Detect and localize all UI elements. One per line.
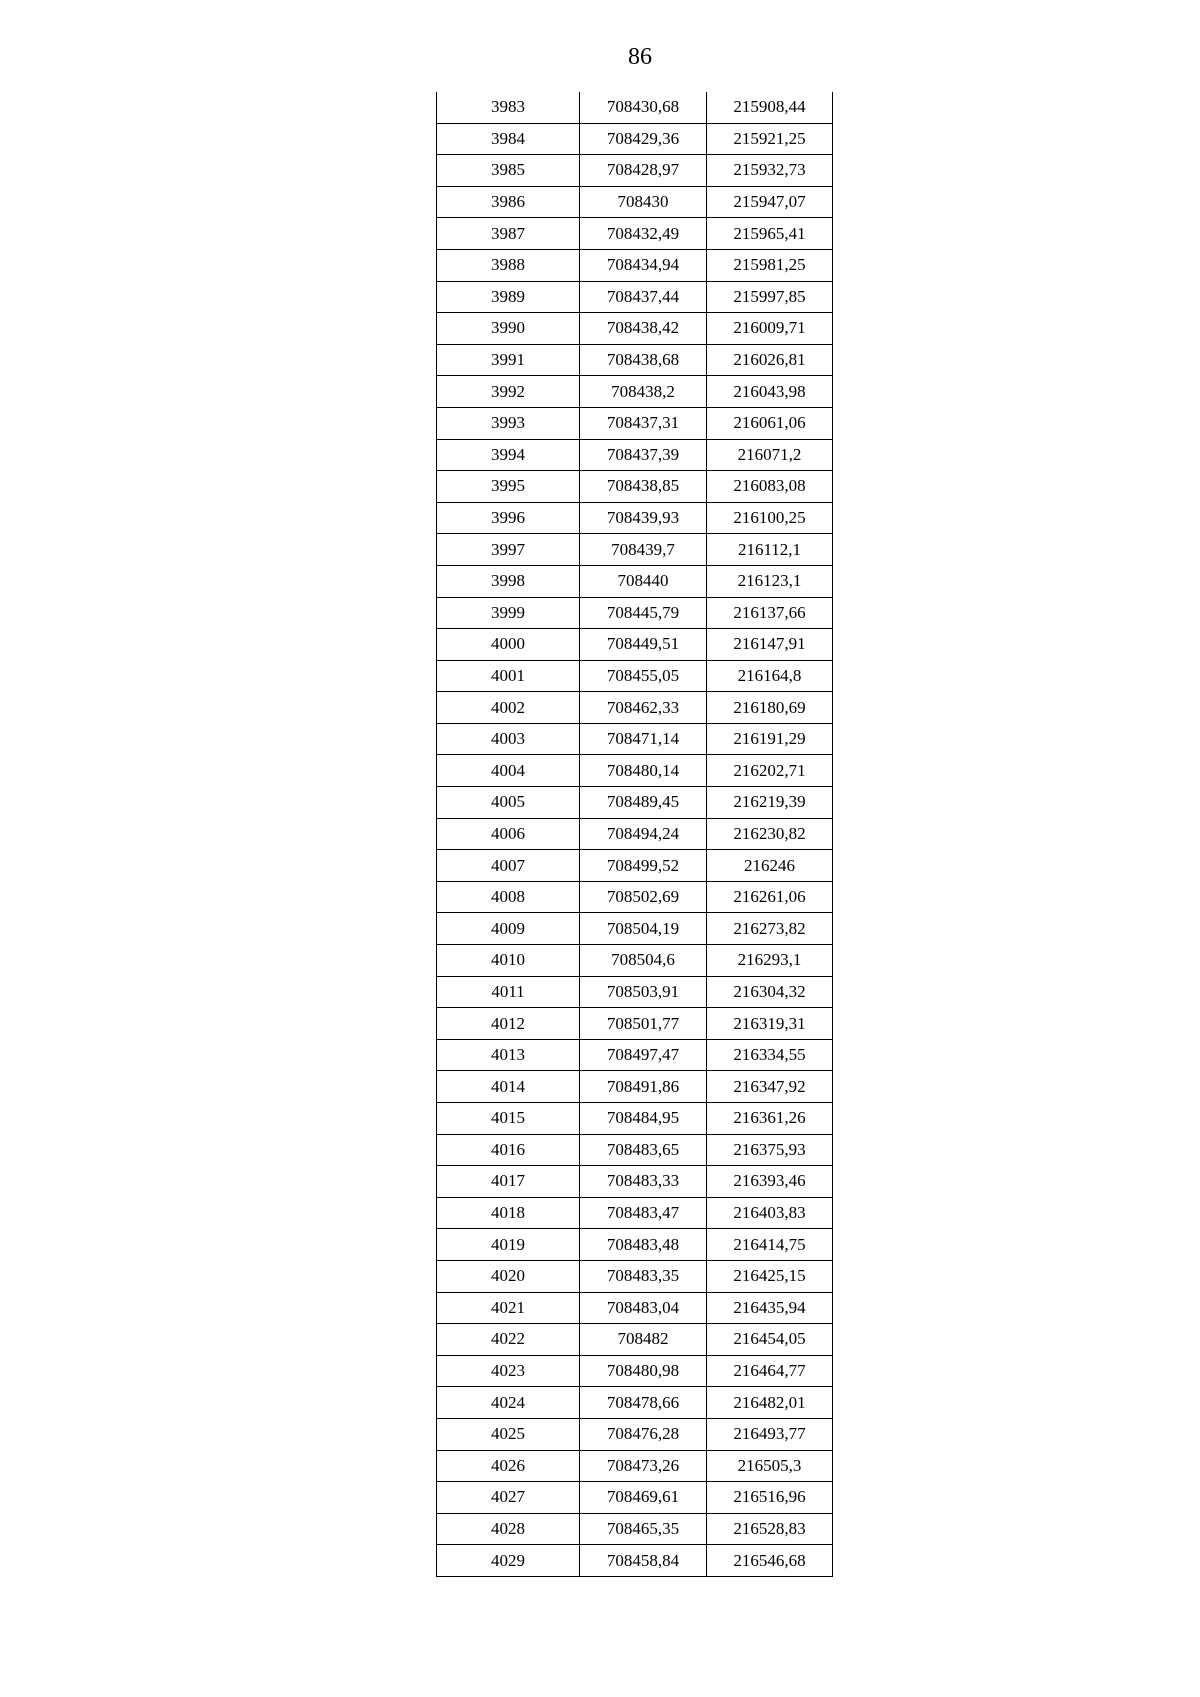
table-row: [437, 1545, 833, 1577]
point-number-cell: 4015: [437, 1103, 580, 1135]
table-row: [437, 376, 833, 408]
table-row: [437, 881, 833, 913]
table-row: [437, 629, 833, 661]
point-number-cell: 4009: [437, 913, 580, 945]
table-row: [437, 1355, 833, 1387]
point-number-cell: 4016: [437, 1134, 580, 1166]
y-coordinate-cell: 216026,81: [707, 344, 833, 376]
table-row: [437, 1482, 833, 1514]
table-row: [437, 471, 833, 503]
table-row: [437, 755, 833, 787]
coordinates-table: [436, 92, 833, 1577]
y-coordinate-cell: 216435,94: [707, 1292, 833, 1324]
x-coordinate-cell: 708438,2: [580, 376, 707, 408]
x-coordinate-cell: 708469,61: [580, 1482, 707, 1514]
point-number-cell: 4026: [437, 1450, 580, 1482]
point-number-cell: 4000: [437, 629, 580, 661]
table-row: [437, 439, 833, 471]
table-row: [437, 913, 833, 945]
point-number-cell: 3994: [437, 439, 580, 471]
x-coordinate-cell: 708437,44: [580, 281, 707, 313]
x-coordinate-cell: 708482: [580, 1324, 707, 1356]
point-number-cell: 3998: [437, 565, 580, 597]
table-row: [437, 1103, 833, 1135]
y-coordinate-cell: 216425,15: [707, 1260, 833, 1292]
x-coordinate-cell: 708439,93: [580, 502, 707, 534]
x-coordinate-cell: 708489,45: [580, 787, 707, 819]
point-number-cell: 4010: [437, 945, 580, 977]
x-coordinate-cell: 708465,35: [580, 1513, 707, 1545]
table-row: [437, 1229, 833, 1261]
x-coordinate-cell: 708494,24: [580, 818, 707, 850]
point-number-cell: 3997: [437, 534, 580, 566]
table-row: [437, 1166, 833, 1198]
x-coordinate-cell: 708471,14: [580, 723, 707, 755]
point-number-cell: 4013: [437, 1039, 580, 1071]
point-number-cell: 4022: [437, 1324, 580, 1356]
point-number-cell: 3990: [437, 313, 580, 345]
table-row: [437, 1418, 833, 1450]
table-row: [437, 218, 833, 250]
y-coordinate-cell: 215997,85: [707, 281, 833, 313]
table-row: [437, 1197, 833, 1229]
table-row: [437, 1324, 833, 1356]
x-coordinate-cell: 708484,95: [580, 1103, 707, 1135]
point-number-cell: 4021: [437, 1292, 580, 1324]
page-number: 86: [628, 44, 652, 70]
y-coordinate-cell: 216546,68: [707, 1545, 833, 1577]
y-coordinate-cell: 216246: [707, 850, 833, 882]
x-coordinate-cell: 708480,98: [580, 1355, 707, 1387]
y-coordinate-cell: 216137,66: [707, 597, 833, 629]
y-coordinate-cell: 215965,41: [707, 218, 833, 250]
x-coordinate-cell: 708480,14: [580, 755, 707, 787]
y-coordinate-cell: 216202,71: [707, 755, 833, 787]
x-coordinate-cell: 708501,77: [580, 1008, 707, 1040]
y-coordinate-cell: 216454,05: [707, 1324, 833, 1356]
point-number-cell: 4007: [437, 850, 580, 882]
x-coordinate-cell: 708432,49: [580, 218, 707, 250]
table-row: [437, 818, 833, 850]
y-coordinate-cell: 216505,3: [707, 1450, 833, 1482]
y-coordinate-cell: 216191,29: [707, 723, 833, 755]
point-number-cell: 3989: [437, 281, 580, 313]
y-coordinate-cell: 216071,2: [707, 439, 833, 471]
point-number-cell: 4003: [437, 723, 580, 755]
point-number-cell: 4002: [437, 692, 580, 724]
point-number-cell: 3986: [437, 186, 580, 218]
point-number-cell: 4020: [437, 1260, 580, 1292]
x-coordinate-cell: 708440: [580, 565, 707, 597]
x-coordinate-cell: 708449,51: [580, 629, 707, 661]
y-coordinate-cell: 216180,69: [707, 692, 833, 724]
table-row: [437, 945, 833, 977]
point-number-cell: 4025: [437, 1418, 580, 1450]
y-coordinate-cell: 216334,55: [707, 1039, 833, 1071]
table-row: [437, 281, 833, 313]
x-coordinate-cell: 708483,65: [580, 1134, 707, 1166]
x-coordinate-cell: 708483,48: [580, 1229, 707, 1261]
table-row: [437, 249, 833, 281]
y-coordinate-cell: 216083,08: [707, 471, 833, 503]
point-number-cell: 4006: [437, 818, 580, 850]
point-number-cell: 4004: [437, 755, 580, 787]
x-coordinate-cell: 708437,39: [580, 439, 707, 471]
point-number-cell: 4028: [437, 1513, 580, 1545]
coordinates-table-body: [437, 92, 833, 1576]
point-number-cell: 3984: [437, 123, 580, 155]
point-number-cell: 4024: [437, 1387, 580, 1419]
x-coordinate-cell: 708483,35: [580, 1260, 707, 1292]
x-coordinate-cell: 708455,05: [580, 660, 707, 692]
y-coordinate-cell: 216219,39: [707, 787, 833, 819]
table-row: [437, 1260, 833, 1292]
y-coordinate-cell: 216403,83: [707, 1197, 833, 1229]
point-number-cell: 3988: [437, 249, 580, 281]
point-number-cell: 3992: [437, 376, 580, 408]
x-coordinate-cell: 708437,31: [580, 407, 707, 439]
table-row: [437, 407, 833, 439]
x-coordinate-cell: 708473,26: [580, 1450, 707, 1482]
y-coordinate-cell: 216414,75: [707, 1229, 833, 1261]
x-coordinate-cell: 708478,66: [580, 1387, 707, 1419]
table-row: [437, 1134, 833, 1166]
y-coordinate-cell: 216493,77: [707, 1418, 833, 1450]
point-number-cell: 4012: [437, 1008, 580, 1040]
table-row: [437, 123, 833, 155]
x-coordinate-cell: 708445,79: [580, 597, 707, 629]
x-coordinate-cell: 708483,33: [580, 1166, 707, 1198]
y-coordinate-cell: 215908,44: [707, 92, 833, 123]
x-coordinate-cell: 708430: [580, 186, 707, 218]
point-number-cell: 4018: [437, 1197, 580, 1229]
point-number-cell: 4005: [437, 787, 580, 819]
y-coordinate-cell: 216528,83: [707, 1513, 833, 1545]
point-number-cell: 4001: [437, 660, 580, 692]
y-coordinate-cell: 216261,06: [707, 881, 833, 913]
table-row: [437, 92, 833, 123]
point-number-cell: 3991: [437, 344, 580, 376]
y-coordinate-cell: 216230,82: [707, 818, 833, 850]
point-number-cell: 4011: [437, 976, 580, 1008]
table-row: [437, 976, 833, 1008]
y-coordinate-cell: 215947,07: [707, 186, 833, 218]
table-row: [437, 787, 833, 819]
table-row: [437, 502, 833, 534]
x-coordinate-cell: 708438,68: [580, 344, 707, 376]
y-coordinate-cell: 216293,1: [707, 945, 833, 977]
y-coordinate-cell: 216464,77: [707, 1355, 833, 1387]
table-row: [437, 1513, 833, 1545]
y-coordinate-cell: 215981,25: [707, 249, 833, 281]
x-coordinate-cell: 708430,68: [580, 92, 707, 123]
x-coordinate-cell: 708458,84: [580, 1545, 707, 1577]
y-coordinate-cell: 215921,25: [707, 123, 833, 155]
point-number-cell: 3993: [437, 407, 580, 439]
y-coordinate-cell: 216112,1: [707, 534, 833, 566]
x-coordinate-cell: 708428,97: [580, 155, 707, 187]
x-coordinate-cell: 708483,47: [580, 1197, 707, 1229]
table-row: [437, 1071, 833, 1103]
table-row: [437, 565, 833, 597]
point-number-cell: 4008: [437, 881, 580, 913]
table-row: [437, 1387, 833, 1419]
point-number-cell: 3987: [437, 218, 580, 250]
y-coordinate-cell: 216516,96: [707, 1482, 833, 1514]
table-row: [437, 1292, 833, 1324]
y-coordinate-cell: 216375,93: [707, 1134, 833, 1166]
x-coordinate-cell: 708483,04: [580, 1292, 707, 1324]
y-coordinate-cell: 216147,91: [707, 629, 833, 661]
point-number-cell: 3995: [437, 471, 580, 503]
x-coordinate-cell: 708429,36: [580, 123, 707, 155]
x-coordinate-cell: 708438,85: [580, 471, 707, 503]
table-row: [437, 692, 833, 724]
point-number-cell: 3985: [437, 155, 580, 187]
y-coordinate-cell: 216061,06: [707, 407, 833, 439]
y-coordinate-cell: 216100,25: [707, 502, 833, 534]
x-coordinate-cell: 708503,91: [580, 976, 707, 1008]
table-row: [437, 186, 833, 218]
y-coordinate-cell: 216482,01: [707, 1387, 833, 1419]
point-number-cell: 4017: [437, 1166, 580, 1198]
x-coordinate-cell: 708497,47: [580, 1039, 707, 1071]
table-row: [437, 660, 833, 692]
y-coordinate-cell: 216009,71: [707, 313, 833, 345]
y-coordinate-cell: 216319,31: [707, 1008, 833, 1040]
y-coordinate-cell: 216164,8: [707, 660, 833, 692]
x-coordinate-cell: 708439,7: [580, 534, 707, 566]
table-row: [437, 1008, 833, 1040]
point-number-cell: 4027: [437, 1482, 580, 1514]
x-coordinate-cell: 708434,94: [580, 249, 707, 281]
table-row: [437, 155, 833, 187]
y-coordinate-cell: 216043,98: [707, 376, 833, 408]
table-row: [437, 534, 833, 566]
table-row: [437, 1450, 833, 1482]
x-coordinate-cell: 708499,52: [580, 850, 707, 882]
point-number-cell: 3999: [437, 597, 580, 629]
table-row: [437, 723, 833, 755]
y-coordinate-cell: 216123,1: [707, 565, 833, 597]
y-coordinate-cell: 216304,32: [707, 976, 833, 1008]
y-coordinate-cell: 215932,73: [707, 155, 833, 187]
y-coordinate-cell: 216347,92: [707, 1071, 833, 1103]
point-number-cell: 3983: [437, 92, 580, 123]
x-coordinate-cell: 708438,42: [580, 313, 707, 345]
x-coordinate-cell: 708491,86: [580, 1071, 707, 1103]
table-row: [437, 1039, 833, 1071]
table-row: [437, 850, 833, 882]
point-number-cell: 4023: [437, 1355, 580, 1387]
x-coordinate-cell: 708504,19: [580, 913, 707, 945]
point-number-cell: 4014: [437, 1071, 580, 1103]
y-coordinate-cell: 216393,46: [707, 1166, 833, 1198]
x-coordinate-cell: 708502,69: [580, 881, 707, 913]
point-number-cell: 3996: [437, 502, 580, 534]
y-coordinate-cell: 216273,82: [707, 913, 833, 945]
point-number-cell: 4029: [437, 1545, 580, 1577]
point-number-cell: 4019: [437, 1229, 580, 1261]
x-coordinate-cell: 708476,28: [580, 1418, 707, 1450]
x-coordinate-cell: 708462,33: [580, 692, 707, 724]
table-row: [437, 344, 833, 376]
x-coordinate-cell: 708504,6: [580, 945, 707, 977]
y-coordinate-cell: 216361,26: [707, 1103, 833, 1135]
table-row: [437, 597, 833, 629]
table-row: [437, 313, 833, 345]
